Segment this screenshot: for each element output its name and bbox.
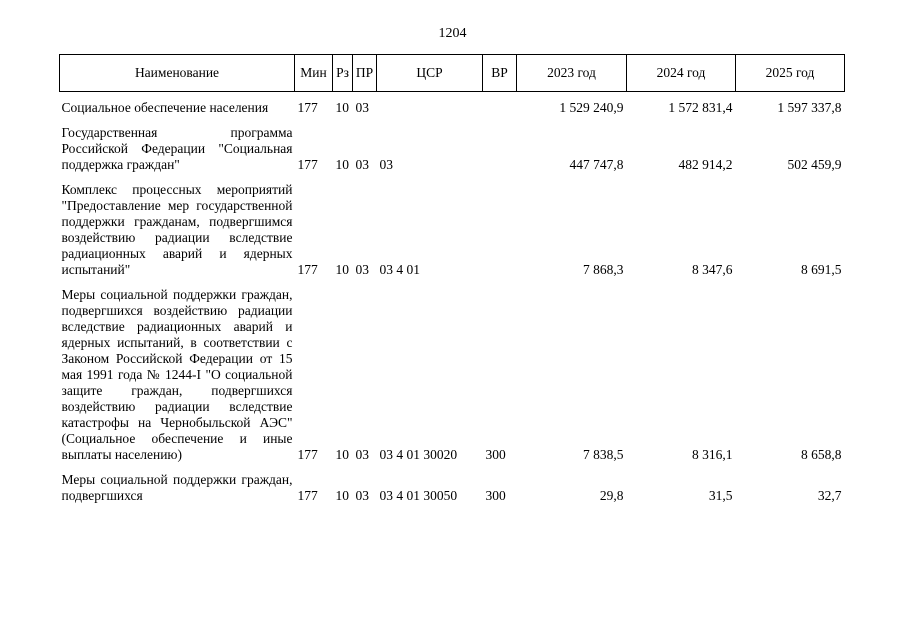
header-vr: ВР bbox=[483, 55, 517, 92]
row-2024: 31,5 bbox=[708, 488, 733, 503]
row-name: Меры социальной поддержки граждан, подвергшихся bbox=[61, 472, 293, 503]
row-2023: 447 747,8 bbox=[569, 157, 624, 172]
row-2025: 8 691,5 bbox=[801, 262, 842, 277]
row-2025: 8 658,8 bbox=[801, 447, 842, 462]
row-name: Меры социальной поддержки граждан, подвергшихся воздействию радиации вследствие радиационных аварий и ядерных испытаний, в соответствии с Законом Российской Федерации от 15 мая 1991 года № 1244-I "О социальной защите граждан, подвергшихся воздействию радиации вследствие катастрофы на Чернобыльской АЭС" (Социальное обеспечение и иные выплаты населению) bbox=[61, 287, 293, 462]
header-min: Мин bbox=[295, 55, 333, 92]
table-body bbox=[60, 92, 845, 505]
row-csr: 03 4 01 30050 bbox=[379, 488, 458, 503]
table-row bbox=[60, 125, 845, 173]
row-2023: 1 529 240,9 bbox=[559, 100, 624, 115]
row-rz: 10 bbox=[335, 488, 349, 503]
row-2024: 482 914,2 bbox=[678, 157, 733, 172]
table-header bbox=[60, 55, 845, 92]
row-2023: 7 868,3 bbox=[583, 262, 624, 277]
row-vr: 300 bbox=[485, 447, 506, 462]
row-2024: 8 347,6 bbox=[692, 262, 733, 277]
header-2024: 2024 год bbox=[627, 55, 736, 92]
row-pr: 03 bbox=[355, 157, 369, 172]
row-rz: 10 bbox=[335, 100, 349, 115]
row-min: 177 bbox=[297, 262, 318, 277]
row-2025: 502 459,9 bbox=[787, 157, 842, 172]
row-name: Комплекс процессных мероприятий "Предоставление мер государственной поддержки гражданам, подвергшимся воздействию радиации вследствие радиационных аварий и ядерных испытаний" bbox=[61, 182, 293, 277]
row-csr: 03 4 01 bbox=[379, 262, 420, 277]
header-pr: ПР bbox=[353, 55, 377, 92]
row-pr: 03 bbox=[355, 100, 369, 115]
row-csr: 03 4 01 30020 bbox=[379, 447, 458, 462]
row-2025: 32,7 bbox=[817, 488, 842, 503]
row-rz: 10 bbox=[335, 447, 349, 462]
row-vr: 300 bbox=[485, 488, 506, 503]
row-min: 177 bbox=[297, 157, 318, 172]
row-vr bbox=[483, 125, 517, 173]
row-2025: 1 597 337,8 bbox=[777, 100, 842, 115]
table-row bbox=[60, 472, 845, 504]
row-min: 177 bbox=[297, 447, 318, 462]
row-rz: 10 bbox=[335, 157, 349, 172]
table-row bbox=[60, 92, 845, 117]
row-2023: 29,8 bbox=[599, 488, 624, 503]
page-number: 1204 bbox=[438, 26, 467, 41]
header-rz: Рз bbox=[333, 55, 353, 92]
header-2025: 2025 год bbox=[736, 55, 845, 92]
row-min: 177 bbox=[297, 100, 318, 115]
header-name: Наименование bbox=[60, 55, 295, 92]
row-2023: 7 838,5 bbox=[583, 447, 624, 462]
row-pr: 03 bbox=[355, 488, 369, 503]
row-name: Социальное обеспечение населения bbox=[61, 100, 269, 115]
row-pr: 03 bbox=[355, 262, 369, 277]
row-pr: 03 bbox=[355, 447, 369, 462]
row-vr bbox=[483, 182, 517, 278]
table-row bbox=[60, 287, 845, 463]
row-min: 177 bbox=[297, 488, 318, 503]
row-vr bbox=[483, 92, 517, 117]
header-2023: 2023 год bbox=[517, 55, 627, 92]
budget-table bbox=[59, 54, 845, 504]
row-csr bbox=[377, 92, 483, 117]
header-csr: ЦСР bbox=[377, 55, 483, 92]
table-row bbox=[60, 182, 845, 278]
row-2024: 1 572 831,4 bbox=[668, 100, 733, 115]
row-rz: 10 bbox=[335, 262, 349, 277]
row-2024: 8 316,1 bbox=[692, 447, 733, 462]
row-name: Государственная программа Российской Федерации "Социальная поддержка граждан" bbox=[61, 125, 293, 172]
row-csr: 03 bbox=[379, 157, 393, 172]
